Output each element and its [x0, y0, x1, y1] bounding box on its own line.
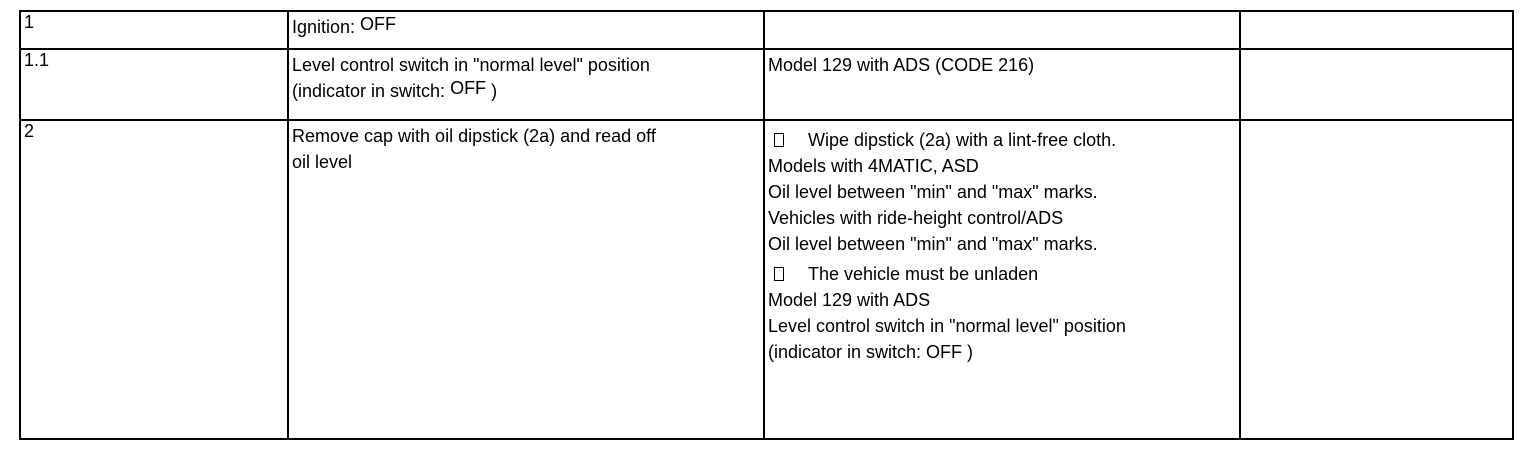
checkbox-bullet-icon — [774, 267, 784, 281]
note-cell — [1240, 49, 1513, 120]
note-cell — [1240, 11, 1513, 49]
step-number-cell — [20, 120, 288, 439]
detail-line-9: (indicator in switch: OFF ) — [768, 342, 974, 362]
action-cell — [288, 11, 764, 49]
action-line-1: Remove cap with oil dipstick (2a) and read off — [292, 126, 656, 146]
procedure-table — [19, 10, 1514, 440]
action-line-2 — [292, 78, 763, 104]
detail-bullet-1-text: Wipe dipstick (2a) with a lint-free cloth. — [808, 130, 1117, 150]
detail-line-8: Level control switch in "normal level" position — [768, 316, 1126, 336]
detail-line-3: Oil level between "min" and "max" marks. — [768, 182, 1098, 202]
note-cell — [1240, 120, 1513, 439]
table-row — [20, 120, 1513, 439]
action-line-2-prefix: (indicator in switch: — [292, 81, 451, 101]
step-number-cell — [20, 11, 288, 49]
action-cell — [288, 120, 764, 439]
detail-line-7: Model 129 with ADS — [768, 290, 931, 310]
detail-line-5: Oil level between "min" and "max" marks. — [768, 234, 1098, 254]
action-text — [292, 12, 763, 40]
action-line-1: Level control switch in "normal level" position — [292, 55, 650, 75]
detail-bullet-2-text: The vehicle must be unladen — [808, 264, 1039, 284]
action-line-2-value: OFF — [450, 78, 487, 98]
step-number: 1 — [24, 12, 35, 32]
action-line-2: oil level — [292, 152, 353, 172]
detail-line-1: Model 129 with ADS (CODE 216) — [768, 55, 1035, 75]
detail-line-2: Models with 4MATIC, ASD — [768, 156, 979, 176]
table-row — [20, 49, 1513, 120]
detail-cell — [764, 11, 1240, 49]
detail-cell — [764, 120, 1240, 439]
detail-line-4: Vehicles with ride-height control/ADS — [768, 208, 1064, 228]
step-number-cell — [20, 49, 288, 120]
action-line-2-suffix: ) — [486, 81, 498, 101]
step-number: 2 — [24, 121, 35, 141]
table-row — [20, 11, 1513, 49]
detail-bullet-1 — [768, 127, 1239, 153]
detail-bullet-2 — [768, 261, 1239, 287]
action-prefix: Ignition: — [292, 17, 361, 37]
action-cell — [288, 49, 764, 120]
checkbox-bullet-icon — [774, 133, 784, 147]
action-value: OFF — [360, 14, 397, 34]
step-number: 1.1 — [24, 50, 50, 70]
detail-cell — [764, 49, 1240, 120]
